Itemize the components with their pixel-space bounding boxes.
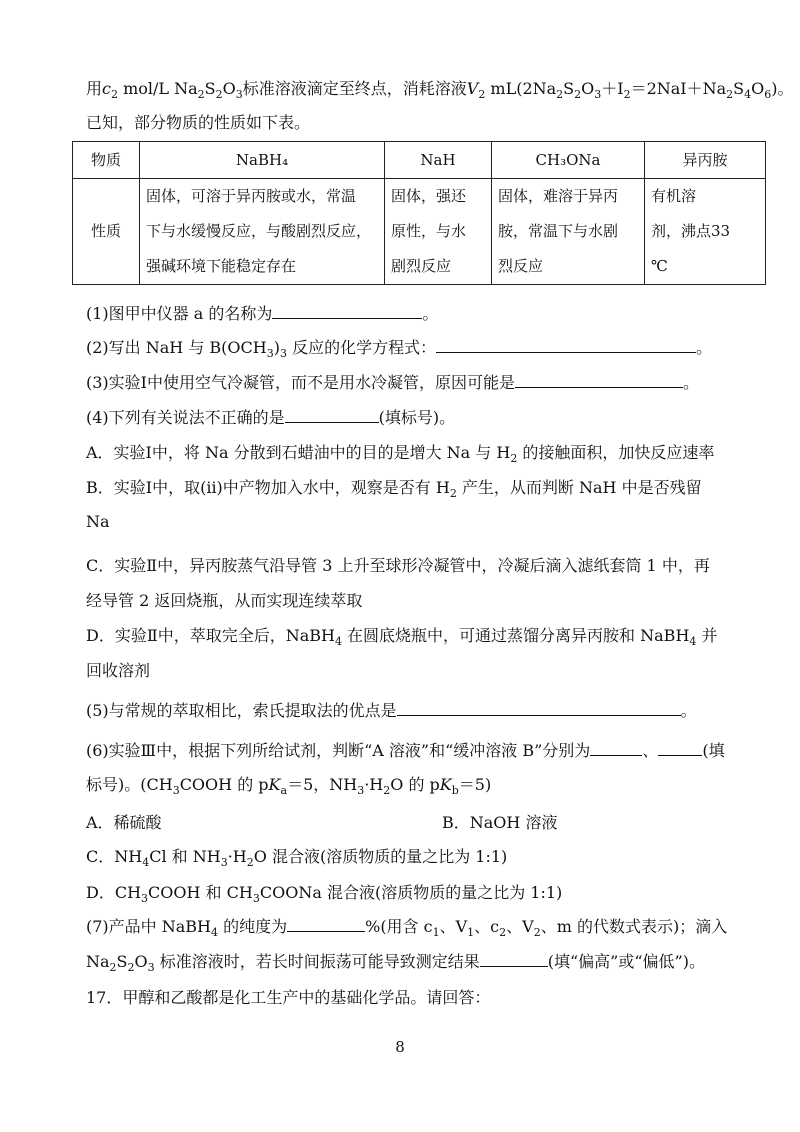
question-2: (2)写出 NaH 与 $B(OCH_3)_3$ 反应的化学方程式： 。 [86, 338, 713, 361]
question-6-option-c: C．$NH_4Cl$ 和 $NH_3\cdot H_2O$ 混合液(溶质物质的量之比为 1:1) [86, 847, 508, 870]
cell-text: 胺，常温下与水剧 [498, 222, 619, 240]
answer-blank[interactable] [287, 917, 365, 932]
answer-blank[interactable] [436, 338, 696, 353]
page-number: 8 [395, 1038, 405, 1056]
question-5: (5)与常规的萃取相比，索氏提取法的优点是 。 [86, 701, 697, 720]
table-row-label: 性质 [73, 179, 140, 285]
cell-text: 固体，强还 [391, 187, 467, 205]
cell-text: 下与水缓慢反应，与酸剧烈反应， [146, 222, 372, 240]
intro-line-2: 已知，部分物质的性质如下表。 [86, 113, 311, 132]
cell-text: 有机溶 [651, 187, 697, 205]
question-4-option-b: B．实验Ⅰ中，取(ⅱ)中产物加入水中，观察是否有 $H_2$ 产生，从而判断 NaH 中是否残留 [86, 478, 702, 501]
table-header-cell: 异丙胺 [645, 142, 766, 179]
question-4-option-c: C．实验Ⅱ中，异丙胺蒸气沿导管 3 上升至球形冷凝管中，冷凝后滴入滤纸套筒 1 中，再 [86, 556, 710, 575]
table-header-cell: NaBH₄ [140, 142, 385, 179]
question-6-options-ab [86, 812, 766, 834]
question-4-option-d: D．实验Ⅱ中，萃取完全后，NaBH$_4$ 在圆底烧瓶中，可通过蒸馏分离异丙胺和 NaBH$_4$ 并 [86, 626, 718, 649]
question-6-option-d: D．$CH_3COOH$ 和 $CH_3COONa$ 混合液(溶质物质的量之比为 1:1) [86, 883, 563, 906]
cell-text: 原性，与水 [391, 222, 467, 240]
table-header-cell: 物质 [73, 142, 140, 179]
cell-text: 强碱环境下能稳定存在 [146, 257, 297, 275]
answer-blank[interactable] [285, 408, 379, 423]
table-row [73, 179, 766, 285]
table-header-cell: NaH [385, 142, 492, 179]
question-4-option-a: A．实验Ⅰ中，将 Na 分散到石蜡油中的目的是增大 Na 与 $H_2$ 的接触面积，加快反应速率 [86, 443, 715, 466]
table-cell [140, 179, 385, 285]
cell-text: 剂，沸点33 [651, 222, 731, 240]
answer-blank[interactable] [658, 741, 702, 756]
cell-text: 烈反应 [498, 257, 544, 275]
answer-blank[interactable] [590, 741, 642, 756]
question-1: (1)图甲中仪器 a 的名称为 。 [86, 304, 439, 323]
properties-table [72, 141, 766, 285]
question-4: (4)下列有关说法不正确的是 (填标号)。 [86, 408, 456, 427]
table-cell [645, 179, 766, 285]
answer-blank[interactable] [272, 304, 422, 319]
answer-blank[interactable] [397, 701, 681, 716]
question-3: (3)实验Ⅰ中使用空气冷凝管，而不是用水冷凝管，原因可能是 。 [86, 373, 700, 392]
question-17: 17．甲醇和乙酸都是化工生产中的基础化学品。请回答： [86, 988, 491, 1007]
cell-text: 剧烈反应 [391, 257, 452, 275]
answer-blank[interactable] [480, 952, 548, 967]
question-7-cont: $Na_2S_2O_3$ 标准溶液时，若长时间振荡可能导致测定结果 (填“偏高”或“偏低”)。 [86, 952, 705, 975]
table-cell [492, 179, 645, 285]
cell-text: ℃ [651, 257, 668, 275]
table-header-cell: CH₃ONa [492, 142, 645, 179]
cell-text: 固体，难溶于异丙 [498, 187, 619, 205]
intro-line-1: 用$c_2$ mol/L $Na_2S_2O_3$标准溶液滴定至终点，消耗溶液$V_2$ $mL(2Na_2S_2O_3+I_2=2NaI+Na_2S_4O_6)$。 [86, 79, 794, 102]
question-4-option-b-cont: Na [86, 512, 110, 531]
cell-text: 固体，可溶于异丙胺或水，常温 [146, 187, 357, 205]
table-cell [385, 179, 492, 285]
table-header-row [73, 142, 766, 179]
answer-blank[interactable] [515, 373, 683, 388]
question-4-option-c-cont: 经导管 2 返回烧瓶，从而实现连续萃取 [86, 591, 363, 610]
option-a: A．稀硫酸 [86, 813, 162, 832]
question-6-cont: 标号)。($CH_3COOH$ 的 $pK_a=5$，$NH_3\cdot H_2O$ 的 $pK_b=5$) [86, 775, 492, 798]
question-7: (7)产品中 NaBH$_4$ 的纯度为 %(用含 $c_1$、$V_1$、$c_2$、$V_2$、m 的代数式表示)；滴入 [86, 917, 728, 940]
question-4-option-d-cont: 回收溶剂 [86, 661, 151, 680]
question-6: (6)实验Ⅲ中，根据下列所给试剂，判断“A 溶液”和“缓冲溶液 B”分别为 、 (填 [86, 741, 725, 760]
option-b: B．NaOH 溶液 [442, 813, 558, 832]
